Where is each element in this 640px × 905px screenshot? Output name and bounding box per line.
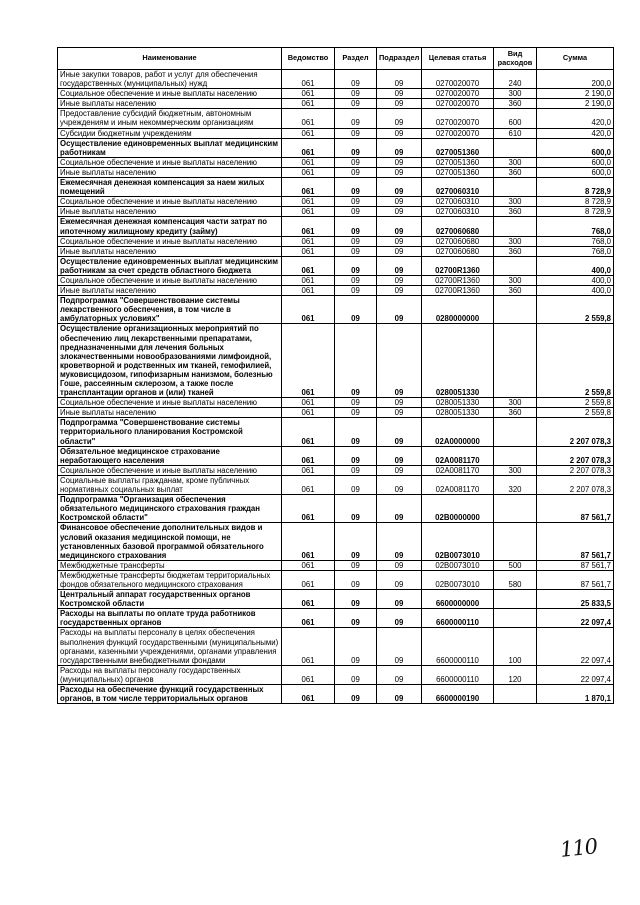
cell-section: 09 (335, 89, 377, 99)
cell-section: 09 (335, 560, 377, 570)
table-body (58, 70, 614, 704)
cell-name: Социальные выплаты гражданам, кроме публичных нормативных социальных выплат (58, 475, 282, 494)
cell-subsection: 09 (377, 99, 422, 109)
cell-dept: 061 (282, 128, 335, 138)
cell-exptype: 100 (494, 628, 537, 665)
cell-name: Расходы на выплаты персоналу государственных (муниципальных) органов (58, 665, 282, 684)
cell-section: 09 (335, 523, 377, 560)
table-row (58, 138, 614, 157)
table-row (58, 217, 614, 236)
cell-section: 09 (335, 408, 377, 418)
cell-target: 02700R1360 (422, 275, 494, 285)
cell-sum: 2 190,0 (537, 99, 614, 109)
cell-section: 09 (335, 495, 377, 523)
cell-sum: 22 097,4 (537, 628, 614, 665)
cell-sum: 2 559,8 (537, 398, 614, 408)
table-row (58, 178, 614, 197)
cell-dept: 061 (282, 685, 335, 704)
cell-target: 02А0081170 (422, 465, 494, 475)
cell-section: 09 (335, 99, 377, 109)
cell-sum: 2 559,8 (537, 408, 614, 418)
cell-sum: 2 207 078,3 (537, 465, 614, 475)
cell-section: 09 (335, 296, 377, 324)
table-row (58, 628, 614, 665)
table-row (58, 256, 614, 275)
cell-target: 0270020070 (422, 89, 494, 99)
cell-name: Иные выплаты населению (58, 246, 282, 256)
cell-dept: 061 (282, 246, 335, 256)
cell-sum: 420,0 (537, 128, 614, 138)
table-row (58, 324, 614, 398)
cell-target: 6600000110 (422, 628, 494, 665)
cell-section: 09 (335, 398, 377, 408)
cell-sum: 2 559,8 (537, 296, 614, 324)
cell-name: Расходы на выплаты по оплате труда работников государственных органов (58, 609, 282, 628)
cell-section: 09 (335, 217, 377, 236)
table-row (58, 197, 614, 207)
cell-dept: 061 (282, 70, 335, 89)
cell-exptype: 360 (494, 246, 537, 256)
cell-subsection: 09 (377, 217, 422, 236)
cell-sum: 1 870,1 (537, 685, 614, 704)
table-row (58, 560, 614, 570)
table-row (58, 475, 614, 494)
cell-dept: 061 (282, 665, 335, 684)
cell-section: 09 (335, 109, 377, 128)
cell-subsection: 09 (377, 398, 422, 408)
cell-subsection: 09 (377, 246, 422, 256)
cell-dept: 061 (282, 256, 335, 275)
budget-table (57, 47, 614, 704)
cell-dept: 061 (282, 167, 335, 177)
cell-name: Иные выплаты населению (58, 286, 282, 296)
cell-subsection: 09 (377, 685, 422, 704)
cell-exptype (494, 495, 537, 523)
cell-dept: 061 (282, 523, 335, 560)
cell-subsection: 09 (377, 128, 422, 138)
cell-dept: 061 (282, 236, 335, 246)
cell-section: 09 (335, 418, 377, 446)
cell-subsection: 09 (377, 665, 422, 684)
cell-dept: 061 (282, 570, 335, 589)
cell-name: Осуществление организационных мероприятий по обеспечению лиц лекарственными препаратами, предназначенными для лечения больных злокачественными новообразованиями лимфоидной, кроветворной и родственных им тканей, гемофилией, муковисцидозом, гипофизарным нанизмом, болезнью Гоше, рассеянным склерозом, а также после трансплантации органов и (или) тканей (58, 324, 282, 398)
cell-sum: 768,0 (537, 217, 614, 236)
cell-sum: 87 561,7 (537, 495, 614, 523)
cell-target: 0270051360 (422, 167, 494, 177)
cell-name: Центральный аппарат государственных органов Костромской области (58, 590, 282, 609)
cell-subsection: 09 (377, 236, 422, 246)
cell-subsection: 09 (377, 446, 422, 465)
cell-name: Социальное обеспечение и иные выплаты населению (58, 236, 282, 246)
cell-exptype: 610 (494, 128, 537, 138)
cell-section: 09 (335, 178, 377, 197)
cell-dept: 061 (282, 560, 335, 570)
cell-subsection: 09 (377, 609, 422, 628)
table-row (58, 495, 614, 523)
cell-exptype: 360 (494, 408, 537, 418)
cell-sum: 25 833,5 (537, 590, 614, 609)
cell-name: Подпрограмма "Совершенствование системы лекарственного обеспечения, в том числе в амбулаторных условиях" (58, 296, 282, 324)
cell-target: 02700R1360 (422, 286, 494, 296)
cell-name: Ежемесячная денежная компенсация части затрат по ипотечному жилищному кредиту (займу) (58, 217, 282, 236)
cell-target: 6600000000 (422, 590, 494, 609)
cell-exptype: 320 (494, 475, 537, 494)
cell-section: 09 (335, 665, 377, 684)
cell-name: Социальное обеспечение и иные выплаты населению (58, 157, 282, 167)
cell-dept: 061 (282, 286, 335, 296)
cell-target: 02700R1360 (422, 256, 494, 275)
cell-exptype: 360 (494, 167, 537, 177)
header-sum: Сумма (537, 48, 614, 70)
cell-exptype: 500 (494, 560, 537, 570)
cell-sum: 8 728,9 (537, 197, 614, 207)
cell-section: 09 (335, 275, 377, 285)
cell-sum: 768,0 (537, 246, 614, 256)
cell-section: 09 (335, 324, 377, 398)
cell-name: Социальное обеспечение и иные выплаты населению (58, 465, 282, 475)
cell-section: 09 (335, 246, 377, 256)
cell-section: 09 (335, 685, 377, 704)
cell-sum: 600,0 (537, 157, 614, 167)
handwritten-page-number: 110 (558, 834, 599, 862)
cell-exptype: 300 (494, 157, 537, 167)
cell-name: Осуществление единовременных выплат медицинским работникам (58, 138, 282, 157)
cell-name: Иные выплаты населению (58, 167, 282, 177)
cell-section: 09 (335, 167, 377, 177)
cell-name: Расходы на выплаты персоналу в целях обеспечения выполнения функций государственными (муниципальными) органами, казенными учреждениями, органами управления государственными внебюджетными фондами (58, 628, 282, 665)
cell-name: Обязательное медицинское страхование неработающего населения (58, 446, 282, 465)
header-subsection: Подраздел (377, 48, 422, 70)
cell-subsection: 09 (377, 590, 422, 609)
table-row (58, 157, 614, 167)
table-row (58, 246, 614, 256)
header-section: Раздел (335, 48, 377, 70)
cell-subsection: 09 (377, 523, 422, 560)
cell-name: Иные выплаты населению (58, 408, 282, 418)
table-row (58, 70, 614, 89)
cell-section: 09 (335, 70, 377, 89)
cell-name: Иные выплаты населению (58, 207, 282, 217)
cell-subsection: 09 (377, 408, 422, 418)
cell-sum: 22 097,4 (537, 609, 614, 628)
cell-sum: 2 207 078,3 (537, 475, 614, 494)
cell-target: 0270020070 (422, 70, 494, 89)
cell-section: 09 (335, 609, 377, 628)
cell-dept: 061 (282, 465, 335, 475)
cell-section: 09 (335, 286, 377, 296)
table-row (58, 609, 614, 628)
table-row (58, 286, 614, 296)
cell-subsection: 09 (377, 197, 422, 207)
cell-dept: 061 (282, 495, 335, 523)
cell-subsection: 09 (377, 109, 422, 128)
cell-target: 02В0073010 (422, 560, 494, 570)
cell-dept: 061 (282, 609, 335, 628)
table-row (58, 128, 614, 138)
cell-target: 0270020070 (422, 99, 494, 109)
cell-sum: 200,0 (537, 70, 614, 89)
cell-exptype (494, 523, 537, 560)
cell-exptype: 580 (494, 570, 537, 589)
cell-subsection: 09 (377, 157, 422, 167)
cell-dept: 061 (282, 398, 335, 408)
cell-sum: 8 728,9 (537, 178, 614, 197)
table-header-row (58, 48, 614, 70)
cell-exptype: 120 (494, 665, 537, 684)
table-row (58, 418, 614, 446)
header-target: Целевая статья (422, 48, 494, 70)
cell-sum: 87 561,7 (537, 570, 614, 589)
cell-exptype (494, 685, 537, 704)
cell-exptype: 300 (494, 465, 537, 475)
cell-sum: 768,0 (537, 236, 614, 246)
cell-subsection: 09 (377, 178, 422, 197)
cell-target: 6600000110 (422, 665, 494, 684)
cell-target: 6600000110 (422, 609, 494, 628)
cell-subsection: 09 (377, 256, 422, 275)
cell-sum: 400,0 (537, 286, 614, 296)
header-dept: Ведомство (282, 48, 335, 70)
cell-subsection: 09 (377, 418, 422, 446)
cell-subsection: 09 (377, 475, 422, 494)
cell-section: 09 (335, 590, 377, 609)
cell-dept: 061 (282, 324, 335, 398)
cell-name: Финансовое обеспечение дополнительных видов и условий оказания медицинской помощи, не установленных базовой программой обязательного медицинского страхования (58, 523, 282, 560)
cell-dept: 061 (282, 275, 335, 285)
cell-subsection: 09 (377, 286, 422, 296)
cell-dept: 061 (282, 296, 335, 324)
cell-exptype: 300 (494, 275, 537, 285)
cell-exptype (494, 609, 537, 628)
cell-subsection: 09 (377, 138, 422, 157)
cell-dept: 061 (282, 99, 335, 109)
table-row (58, 89, 614, 99)
cell-sum: 600,0 (537, 138, 614, 157)
cell-exptype: 300 (494, 236, 537, 246)
cell-dept: 061 (282, 178, 335, 197)
cell-exptype (494, 296, 537, 324)
cell-name: Иные выплаты населению (58, 99, 282, 109)
cell-section: 09 (335, 236, 377, 246)
budget-page (57, 47, 613, 704)
cell-target: 0280051330 (422, 324, 494, 398)
cell-exptype (494, 138, 537, 157)
cell-sum: 22 097,4 (537, 665, 614, 684)
cell-subsection: 09 (377, 560, 422, 570)
cell-target: 02А0081170 (422, 446, 494, 465)
cell-section: 09 (335, 465, 377, 475)
cell-dept: 061 (282, 207, 335, 217)
cell-section: 09 (335, 157, 377, 167)
header-name: Наименование (58, 48, 282, 70)
cell-target: 0280000000 (422, 296, 494, 324)
cell-dept: 061 (282, 157, 335, 167)
cell-section: 09 (335, 475, 377, 494)
cell-section: 09 (335, 207, 377, 217)
cell-dept: 061 (282, 446, 335, 465)
cell-subsection: 09 (377, 570, 422, 589)
cell-sum: 2 207 078,3 (537, 418, 614, 446)
cell-sum: 400,0 (537, 275, 614, 285)
cell-section: 09 (335, 570, 377, 589)
cell-target: 02В0073010 (422, 570, 494, 589)
cell-subsection: 09 (377, 324, 422, 398)
cell-exptype (494, 178, 537, 197)
cell-exptype: 240 (494, 70, 537, 89)
cell-target: 0280051330 (422, 398, 494, 408)
cell-target: 0280051330 (422, 408, 494, 418)
cell-subsection: 09 (377, 628, 422, 665)
cell-exptype: 300 (494, 89, 537, 99)
cell-target: 0270051360 (422, 157, 494, 167)
cell-dept: 061 (282, 89, 335, 99)
cell-sum: 400,0 (537, 256, 614, 275)
cell-target: 0270051360 (422, 138, 494, 157)
cell-target: 02В0000000 (422, 495, 494, 523)
table-row (58, 570, 614, 589)
cell-exptype: 300 (494, 197, 537, 207)
cell-exptype (494, 590, 537, 609)
cell-exptype: 360 (494, 286, 537, 296)
table-row (58, 446, 614, 465)
cell-target: 0270060310 (422, 197, 494, 207)
cell-subsection: 09 (377, 465, 422, 475)
table-row (58, 275, 614, 285)
cell-section: 09 (335, 446, 377, 465)
table-row (58, 109, 614, 128)
cell-sum: 420,0 (537, 109, 614, 128)
cell-name: Социальное обеспечение и иные выплаты населению (58, 197, 282, 207)
table-row (58, 207, 614, 217)
cell-subsection: 09 (377, 70, 422, 89)
cell-target: 02А0081170 (422, 475, 494, 494)
cell-name: Социальное обеспечение и иные выплаты населению (58, 398, 282, 408)
cell-name: Межбюджетные трансферты бюджетам территориальных фондов обязательного медицинского страхования (58, 570, 282, 589)
cell-dept: 061 (282, 217, 335, 236)
cell-target: 0270060680 (422, 217, 494, 236)
cell-sum: 2 190,0 (537, 89, 614, 99)
cell-section: 09 (335, 138, 377, 157)
cell-name: Субсидии бюджетным учреждениям (58, 128, 282, 138)
cell-target: 02А0000000 (422, 418, 494, 446)
cell-dept: 061 (282, 628, 335, 665)
cell-subsection: 09 (377, 296, 422, 324)
cell-name: Осуществление единовременных выплат медицинским работникам за счет средств областного бюджета (58, 256, 282, 275)
table-row (58, 685, 614, 704)
cell-exptype (494, 217, 537, 236)
cell-subsection: 09 (377, 275, 422, 285)
cell-dept: 061 (282, 418, 335, 446)
cell-sum: 600,0 (537, 167, 614, 177)
cell-exptype (494, 324, 537, 398)
cell-dept: 061 (282, 475, 335, 494)
table-row (58, 236, 614, 246)
cell-target: 6600000190 (422, 685, 494, 704)
table-row (58, 408, 614, 418)
cell-subsection: 09 (377, 495, 422, 523)
table-row (58, 398, 614, 408)
cell-section: 09 (335, 128, 377, 138)
cell-target: 0270060310 (422, 207, 494, 217)
header-exptype: Вид расходов (494, 48, 537, 70)
cell-exptype: 360 (494, 99, 537, 109)
cell-sum: 2 559,8 (537, 324, 614, 398)
cell-sum: 8 728,9 (537, 207, 614, 217)
cell-name: Социальное обеспечение и иные выплаты населению (58, 89, 282, 99)
cell-target: 0270060680 (422, 236, 494, 246)
cell-name: Расходы на обеспечение функций государственных органов, в том числе территориальных органов (58, 685, 282, 704)
cell-dept: 061 (282, 408, 335, 418)
cell-dept: 061 (282, 590, 335, 609)
cell-dept: 061 (282, 109, 335, 128)
cell-sum: 2 207 078,3 (537, 446, 614, 465)
cell-name: Иные закупки товаров, работ и услуг для обеспечения государственных (муниципальных) нужд (58, 70, 282, 89)
cell-name: Ежемесячная денежная компенсация за наем жилых помещений (58, 178, 282, 197)
cell-sum: 87 561,7 (537, 523, 614, 560)
cell-subsection: 09 (377, 167, 422, 177)
cell-name: Социальное обеспечение и иные выплаты населению (58, 275, 282, 285)
cell-name: Подпрограмма "Организация обеспечения обязательного медицинского страхования граждан Костромской области" (58, 495, 282, 523)
cell-name: Предоставление субсидий бюджетным, автономным учреждениям и иным некоммерческим организациям (58, 109, 282, 128)
table-row (58, 665, 614, 684)
cell-exptype: 360 (494, 207, 537, 217)
cell-section: 09 (335, 628, 377, 665)
cell-section: 09 (335, 197, 377, 207)
cell-target: 0270060310 (422, 178, 494, 197)
cell-exptype (494, 418, 537, 446)
cell-name: Подпрограмма "Совершенствование системы территориального планирования Костромской области" (58, 418, 282, 446)
table-row (58, 99, 614, 109)
cell-name: Межбюджетные трансферты (58, 560, 282, 570)
table-row (58, 167, 614, 177)
cell-target: 0270020070 (422, 109, 494, 128)
cell-exptype: 300 (494, 398, 537, 408)
cell-dept: 061 (282, 138, 335, 157)
table-row (58, 296, 614, 324)
cell-target: 02В0073010 (422, 523, 494, 560)
table-row (58, 465, 614, 475)
cell-exptype (494, 256, 537, 275)
cell-subsection: 09 (377, 89, 422, 99)
cell-subsection: 09 (377, 207, 422, 217)
cell-exptype: 600 (494, 109, 537, 128)
cell-exptype (494, 446, 537, 465)
cell-target: 0270020070 (422, 128, 494, 138)
table-row (58, 523, 614, 560)
cell-target: 0270060680 (422, 246, 494, 256)
table-row (58, 590, 614, 609)
cell-dept: 061 (282, 197, 335, 207)
cell-sum: 87 561,7 (537, 560, 614, 570)
cell-section: 09 (335, 256, 377, 275)
